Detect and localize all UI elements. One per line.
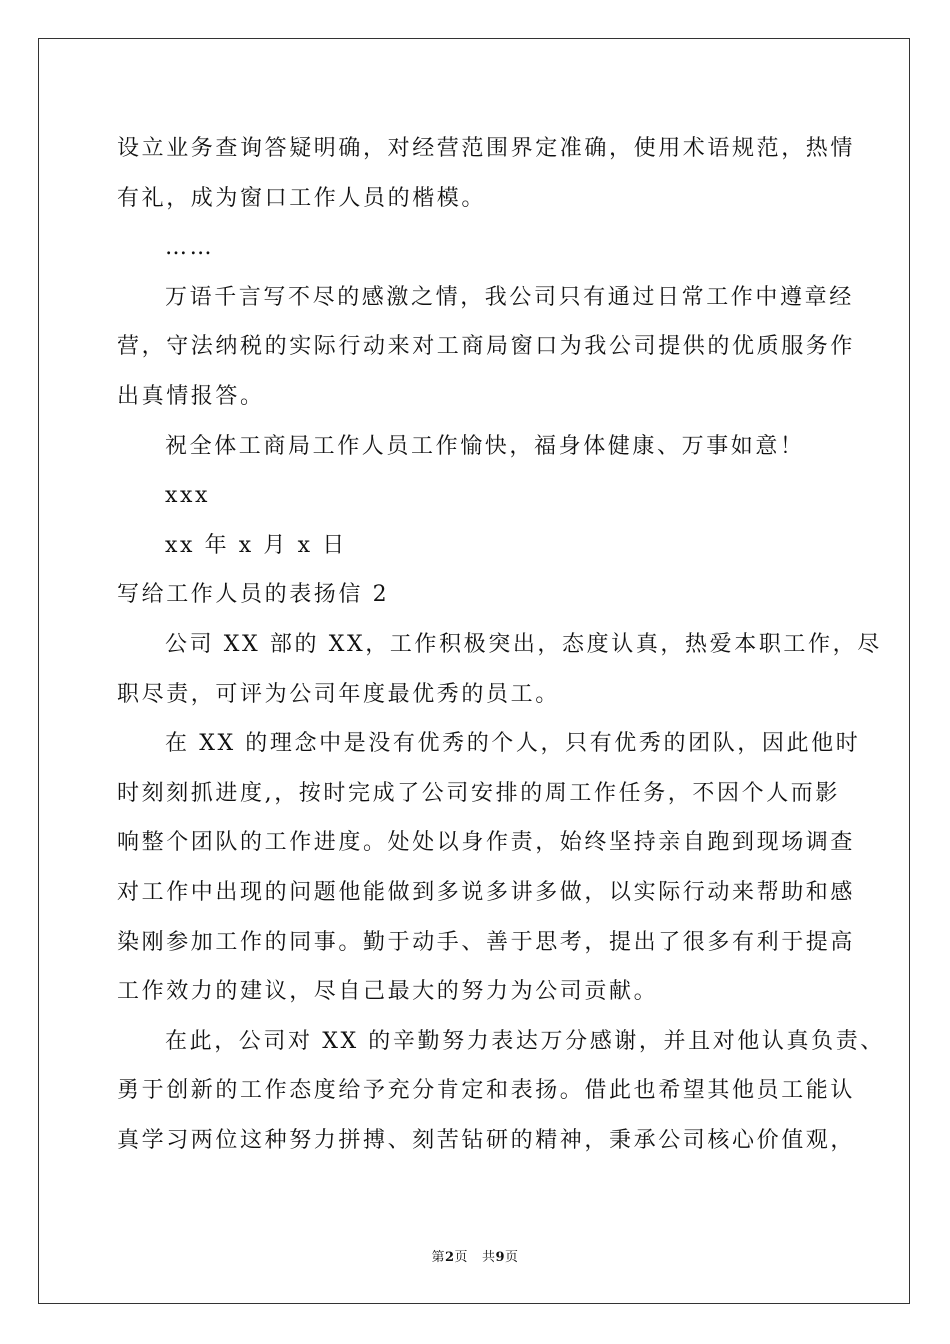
- text-line: 公司 XX 部的 XX，工作积极突出，态度认真，热爱本职工作，尽: [165, 631, 882, 657]
- text-line: 职尽责，可评为公司年度最优秀的员工。: [117, 681, 560, 707]
- text-line: 对工作中出现的问题他能做到多说多讲多做，以实际行动来帮助和感: [117, 879, 856, 905]
- footer-prefix: 第: [431, 1250, 445, 1265]
- text-line: 营，守法纳税的实际行动来对工商局窗口为我公司提供的优质服务作: [117, 334, 856, 360]
- text-line: 设立业务查询答疑明确，对经营范围界定准确，使用术语规范，热情: [117, 136, 856, 161]
- page-footer: [0, 1246, 950, 1265]
- section-heading: 写给工作人员的表扬信 2: [117, 582, 390, 608]
- text-line: 染刚参加工作的同事。勤于动手、善于思考，提出了很多有利于提高: [117, 929, 856, 955]
- total-page-number: 9: [495, 1250, 506, 1265]
- signature-line: xxx: [165, 483, 211, 509]
- text-line: 出真情报答。: [117, 383, 265, 409]
- text-line: 响整个团队的工作进度。处处以身作责，始终坚持亲自跑到现场调查: [117, 830, 856, 856]
- text-line: 在 XX 的理念中是没有优秀的个人，只有优秀的团队，因此他时: [165, 731, 861, 757]
- blessing-line: 祝全体工商局工作人员工作愉快，福身体健康、万事如意！: [165, 433, 805, 459]
- footer-total-prefix: 共: [481, 1250, 496, 1265]
- ellipsis-line: ……: [165, 235, 215, 261]
- document-body: [117, 124, 885, 1165]
- text-line: 万语千言写不尽的感激之情，我公司只有通过日常工作中遵章经: [165, 284, 854, 310]
- footer-total-suffix: 页: [505, 1250, 519, 1265]
- text-line: 时刻刻抓进度,，按时完成了公司安排的周工作任务，不因个人而影: [117, 780, 840, 806]
- text-line: 在此，公司对 XX 的辛勤努力表达万分感谢，并且对他认真负责、: [165, 1028, 885, 1054]
- current-page-number: 2: [444, 1250, 455, 1265]
- text-line: 工作效力的建议，尽自己最大的努力为公司贡献。: [117, 979, 659, 1005]
- date-line: xx 年 x 月 x 日: [165, 532, 347, 558]
- footer-page-suffix: 页: [454, 1250, 469, 1265]
- text-line: 有礼，成为窗口工作人员的楷模。: [117, 185, 487, 211]
- text-line: 勇于创新的工作态度给予充分肯定和表扬。借此也希望其他员工能认: [117, 1078, 856, 1104]
- text-line: 真学习两位这种努力拼搏、刻苦钻研的精神，秉承公司核心价值观，: [117, 1127, 856, 1153]
